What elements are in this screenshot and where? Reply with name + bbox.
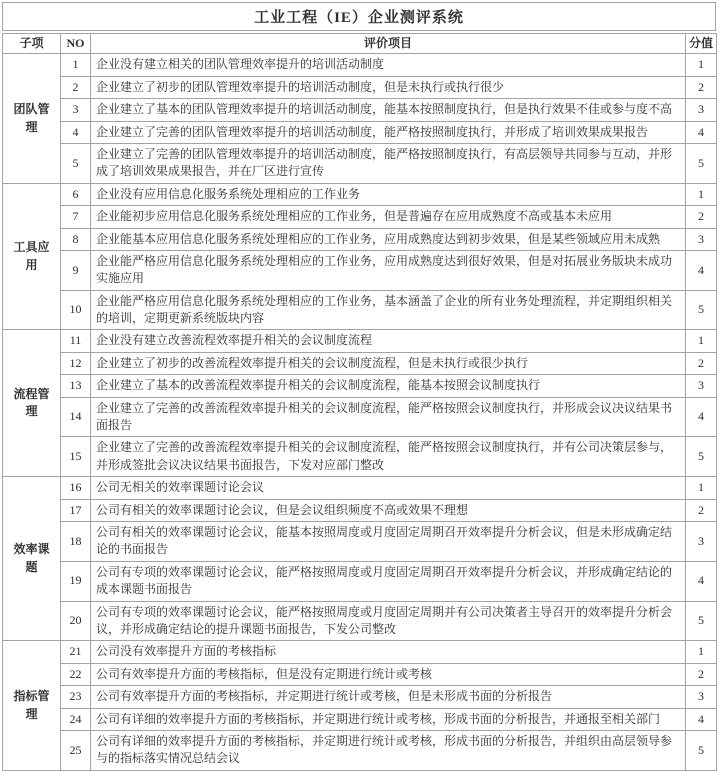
row-number-cell: 17 [61, 499, 91, 521]
score-cell: 1 [686, 54, 717, 76]
evaluation-item-cell: 企业能严格应用信息化服务系统处理相应的工作业务，应用成熟度达到很好效果，但是对拓展业务版块未成功实施应用 [91, 250, 686, 290]
row-number-cell: 10 [61, 290, 91, 330]
evaluation-item-cell: 公司有详细的效率提升方面的考核指标，并定期进行统计或考核，形成书面的分析报告，并通报至相关部门 [91, 708, 686, 730]
score-cell: 3 [686, 686, 717, 708]
evaluation-item-cell: 企业建立了初步的改善流程效率提升相关的会议制度流程，但是未执行或很少执行 [91, 352, 686, 374]
row-number-cell: 4 [61, 121, 91, 143]
score-cell: 3 [686, 228, 717, 250]
column-header-score: 分值 [686, 34, 717, 54]
evaluation-item-cell: 公司有专项的效率课题讨论会议，能严格按照周度或月度固定周期并有公司决策者主导召开的效率提升分析会议，并形成确定结论的提升课题书面报告，下发公司整改 [91, 601, 686, 641]
row-number-cell: 23 [61, 686, 91, 708]
score-cell: 4 [686, 121, 717, 143]
evaluation-item-cell: 企业建立了初步的团队管理效率提升的培训活动制度，但是未执行或执行很少 [91, 76, 686, 98]
table-row [3, 99, 717, 121]
row-number-cell: 13 [61, 375, 91, 397]
table-row [3, 397, 717, 437]
row-number-cell: 24 [61, 708, 91, 730]
table-row [3, 352, 717, 374]
section-label-cell: 团队管理 [3, 54, 61, 183]
evaluation-table-body [3, 54, 717, 770]
column-header-sub-item: 子项 [3, 34, 61, 54]
evaluation-item-cell: 公司无相关的效率课题讨论会议 [91, 477, 686, 499]
evaluation-item-cell: 企业建立了完善的团队管理效率提升的培训活动制度，能严格按照制度执行，并形成了培训效果成果报告 [91, 121, 686, 143]
row-number-cell: 11 [61, 330, 91, 352]
section-label-cell: 工具应用 [3, 183, 61, 330]
evaluation-item-cell: 企业没有应用信息化服务系统处理相应的工作业务 [91, 183, 686, 205]
page-title: 工业工程（IE）企业测评系统 [254, 10, 464, 26]
score-cell: 4 [686, 561, 717, 601]
score-cell: 5 [686, 437, 717, 477]
row-number-cell: 7 [61, 206, 91, 228]
table-header [3, 34, 717, 54]
score-cell: 4 [686, 708, 717, 730]
table-row [3, 561, 717, 601]
row-number-cell: 12 [61, 352, 91, 374]
column-header-no: NO [61, 34, 91, 54]
evaluation-item-cell: 企业建立了基本的改善流程效率提升相关的会议制度流程，能基本按照会议制度执行 [91, 375, 686, 397]
row-number-cell: 2 [61, 76, 91, 98]
row-number-cell: 6 [61, 183, 91, 205]
table-row [3, 206, 717, 228]
evaluation-item-cell: 企业建立了完善的改善流程效率提升相关的会议制度流程，能严格按照会议制度执行，并形成会议决议结果书面报告 [91, 397, 686, 437]
row-number-cell: 3 [61, 99, 91, 121]
evaluation-item-cell: 公司有相关的效率课题讨论会议，但是会议组织频度不高或效果不理想 [91, 499, 686, 521]
evaluation-item-cell: 企业能初步应用信息化服务系统处理相应的工作业务，但是普遍存在应用成熟度不高或基本未应用 [91, 206, 686, 228]
row-number-cell: 16 [61, 477, 91, 499]
page-title-bar [2, 2, 716, 31]
score-cell: 3 [686, 99, 717, 121]
section-label-cell: 指标管理 [3, 641, 61, 770]
table-row [3, 601, 717, 641]
table-row [3, 437, 717, 477]
row-number-cell: 15 [61, 437, 91, 477]
evaluation-item-cell: 企业建立了完善的改善流程效率提升相关的会议制度流程，能严格按照会议制度执行，并有公司决策层参与，并形成签批会议决议结果书面报告，下发对应部门整改 [91, 437, 686, 477]
score-cell: 2 [686, 206, 717, 228]
table-row [3, 663, 717, 685]
header-row [3, 34, 717, 54]
score-cell: 2 [686, 663, 717, 685]
evaluation-item-cell: 企业没有建立相关的团队管理效率提升的培训活动制度 [91, 54, 686, 76]
score-cell: 1 [686, 183, 717, 205]
row-number-cell: 20 [61, 601, 91, 641]
score-cell: 1 [686, 641, 717, 663]
row-number-cell: 1 [61, 54, 91, 76]
table-row [3, 228, 717, 250]
evaluation-item-cell: 公司有效率提升方面的考核指标，但是没有定期进行统计或考核 [91, 663, 686, 685]
table-row [3, 121, 717, 143]
section-label-cell: 效率课题 [3, 477, 61, 641]
row-number-cell: 9 [61, 250, 91, 290]
score-cell: 4 [686, 250, 717, 290]
table-row [3, 250, 717, 290]
evaluation-item-cell: 企业能严格应用信息化服务系统处理相应的工作业务，基本涵盖了企业的所有业务处理流程，并定期组织相关的培训，定期更新系统版块内容 [91, 290, 686, 330]
row-number-cell: 19 [61, 561, 91, 601]
evaluation-item-cell: 企业建立了完善的团队管理效率提升的培训活动制度，能严格按照制度执行，有高层领导共同参与互动，并形成了培训效果成果报告，并在厂区进行宣传 [91, 143, 686, 183]
evaluation-item-cell: 公司有相关的效率课题讨论会议，能基本按照周度或月度固定周期召开效率提升分析会议，但是未形成确定结论的书面报告 [91, 521, 686, 561]
table-row [3, 499, 717, 521]
evaluation-item-cell: 企业建立了基本的团队管理效率提升的培训活动制度，能基本按照制度执行，但是执行效果不佳或参与度不高 [91, 99, 686, 121]
table-row [3, 330, 717, 352]
evaluation-item-cell: 公司有专项的效率课题讨论会议，能严格按照周度或月度固定周期召开效率提升分析会议，并形成确定结论的成本课题书面报告 [91, 561, 686, 601]
score-cell: 2 [686, 499, 717, 521]
score-cell: 5 [686, 290, 717, 330]
score-cell: 1 [686, 330, 717, 352]
table-row [3, 730, 717, 770]
row-number-cell: 5 [61, 143, 91, 183]
table-row [3, 183, 717, 205]
evaluation-page [2, 2, 716, 771]
table-row [3, 76, 717, 98]
section-label-cell: 流程管理 [3, 330, 61, 477]
score-cell: 2 [686, 352, 717, 374]
evaluation-item-cell: 公司没有效率提升方面的考核指标 [91, 641, 686, 663]
table-row [3, 375, 717, 397]
row-number-cell: 18 [61, 521, 91, 561]
row-number-cell: 8 [61, 228, 91, 250]
score-cell: 5 [686, 601, 717, 641]
score-cell: 1 [686, 477, 717, 499]
table-row [3, 686, 717, 708]
score-cell: 3 [686, 521, 717, 561]
score-cell: 5 [686, 730, 717, 770]
table-row [3, 521, 717, 561]
row-number-cell: 21 [61, 641, 91, 663]
evaluation-item-cell: 公司有详细的效率提升方面的考核指标，并定期进行统计或考核，形成书面的分析报告，并组织由高层领导参与的指标落实情况总结会议 [91, 730, 686, 770]
evaluation-item-cell: 企业能基本应用信息化服务系统处理相应的工作业务，应用成熟度达到初步效果，但是某些领域应用未成熟 [91, 228, 686, 250]
evaluation-table [2, 33, 717, 771]
row-number-cell: 22 [61, 663, 91, 685]
table-row [3, 477, 717, 499]
row-number-cell: 14 [61, 397, 91, 437]
column-header-item: 评价项目 [91, 34, 686, 54]
evaluation-item-cell: 公司有效率提升方面的考核指标，并定期进行统计或考核，但是未形成书面的分析报告 [91, 686, 686, 708]
table-row [3, 290, 717, 330]
table-row [3, 143, 717, 183]
score-cell: 4 [686, 397, 717, 437]
score-cell: 2 [686, 76, 717, 98]
table-row [3, 54, 717, 76]
table-row [3, 641, 717, 663]
evaluation-item-cell: 企业没有建立改善流程效率提升相关的会议制度流程 [91, 330, 686, 352]
score-cell: 5 [686, 143, 717, 183]
row-number-cell: 25 [61, 730, 91, 770]
score-cell: 3 [686, 375, 717, 397]
table-row [3, 708, 717, 730]
